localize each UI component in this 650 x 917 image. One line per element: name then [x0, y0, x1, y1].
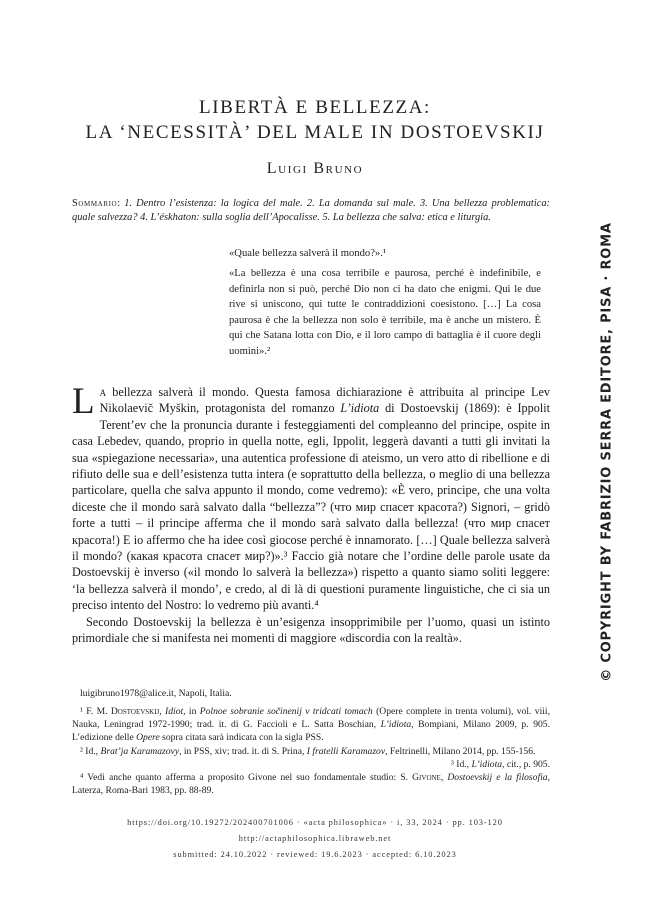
footnote-1-collection: Polnoe sobranie sočinenij v tridcati tomach	[199, 706, 373, 717]
summary-block: Sommario: 1. Dentro l’esistenza: la logica del male. 2. La domanda sul male. 3. Una bellezza problematica: quale salvezza? 4. L’éskhaton: sulla soglia dell’Apocalisse. 5. La bellezza che salva: etica e liturgia.	[72, 198, 550, 223]
footnote-3	[443, 758, 550, 771]
copyright-text: © COPYRIGHT BY FABRIZIO SERRA EDITORE, PISA · ROMA	[599, 222, 615, 682]
author-name: Luigi Bruno	[266, 160, 364, 177]
paragraph-1-smallcaps: a	[99, 385, 107, 399]
footnote-4-title: Dostoevskij e la filosofia	[447, 772, 548, 783]
footnote-3-num: ³ Id.,	[451, 759, 472, 770]
author-email-affiliation: luigibruno1978@alice.it, Napoli, Italia.	[80, 688, 232, 699]
article-title-line-1: LIBERTÀ E BELLEZZA:	[199, 97, 431, 118]
summary-item-2: 2. La domanda sul male.	[306, 198, 416, 209]
footnote-1-author: Dostoevskij	[110, 706, 160, 717]
summary-item-3: 3. Una bellezza problematica: quale salvezza?	[72, 198, 550, 223]
footnote-1-it-title: L’idiota	[380, 719, 412, 730]
footnote-1-opere: Opere	[136, 732, 160, 743]
paragraph-1	[72, 381, 550, 614]
epigraph-2: «La bellezza è una cosa terribile e paurosa, perché è indefinibile, e definirla non si può, perché Dio non ci ha dato che enigmi. Qui le due rive si uniscono, qui tutte le contraddizioni coesistono. […] La cosa paurosa è che la bellezza non solo è terribile, ma è anche un mistero. È qui che Satana lotta con Dio, e il loro campo di battaglia è il cuore degli uomini».²	[229, 268, 541, 357]
footnote-2-3	[72, 745, 550, 770]
footnote-2-title: Brat’ja Karamazovy	[100, 746, 180, 757]
submission-dates: submitted: 24.10.2022 · reviewed: 19.6.2023 · accepted: 6.10.2023	[173, 850, 457, 859]
article-title-line-2: LA ‘NECESSITÀ’ DEL MALE IN DOSTOEVSKIJ	[85, 122, 545, 143]
footnote-1-text-e: sopra citata sarà indicata con la sigla PSS.	[159, 732, 324, 743]
footnote-4-sep: ,	[440, 772, 448, 783]
footnote-1-sep: ,	[159, 706, 166, 717]
footnote-3-title: L’idiota	[471, 759, 503, 770]
footnote-2-text-b: , in PSS, xiv; trad. it. di S. Prina,	[179, 746, 307, 757]
paragraph-1-text-b: di Dostoevskij (1869): è Ippolit Terent’ev che la pronuncia durante i festeggiamenti del compleanno del principe, ospite in casa Lebedev, quando, proprio in quella notte, egli, Ippolit, leggerà davanti a tutti gli invitati la sua «spiegazione necessaria», una autentica professione di ateismo, un vero atto di ribellione e di rifiuto delle sua e dell’esistenza tutta intera (e soprattutto della bellezza, o meglio di una bellezza particolare, quella che salva appunto il mondo, come vedremo): «È vero, principe, che una volta diceste che il mondo sarà salvato dalla “bellezza”? (что мир спасет красота?) Signori, – gridò forte a tutti – il principe afferma che il mondo sarà salvato dalla bellezza! (что мир спасет красота!) E io affermo che ha idee così giocose perché è innamorato. […] Quale bellezza salverà il mondo? (какая красота спасет мир?)».³ Faccio già notare che l’ordine delle parole usate da Dostoevskij è inverso («il mondo lo salverà la bellezza») rispetto a quanto siamo soliti leggere: ‘la bellezza salverà il mondo’, e credo, al di là di questioni puramente linguistiche, che ci sia un preciso intento del Nostro: lo vedremo più avanti.⁴	[72, 401, 550, 613]
summary-item-5: 5. La bellezza che salva: etica e liturgia.	[322, 212, 491, 223]
footnote-2-it-title: I fratelli Karamazov	[306, 746, 386, 757]
footnote-3-text: , cit., p. 905.	[502, 759, 550, 770]
drop-cap: L	[72, 381, 95, 422]
footnote-4-author: Givone	[412, 772, 441, 783]
footnote-2-text-c: , Feltrinelli, Milano 2014, pp. 155-156.	[385, 746, 536, 757]
footnote-1-title: Idiot	[165, 706, 184, 717]
footnote-1-text-b: , in	[183, 706, 200, 717]
summary-label: Sommario	[72, 198, 118, 209]
paragraph-1-text-a: bellezza salverà il mondo. Questa famosa dichiarazione è attribuita al principe Lev Nikolaevič Myškin, protagonista del romanzo	[99, 385, 550, 416]
body-text	[72, 381, 550, 647]
footnote-1-num: ¹ F. M.	[80, 706, 111, 717]
summary-item-4-b: sulla soglia dell’Apocalisse.	[202, 212, 320, 223]
footnote-4	[72, 771, 550, 797]
doi-line: https://doi.org/10.19272/202400701006 · «acta philosophica» · i, 33, 2024 · pp. 103-120	[127, 818, 503, 827]
footnote-1	[72, 705, 550, 744]
summary-item-1: 1. Dentro l’esistenza: la logica del male.	[124, 198, 303, 209]
epigraph-1: «Quale bellezza salverà il mondo?».¹	[229, 248, 387, 259]
paragraph-2: Secondo Dostoevskij la bellezza è un’esigenza insopprimibile per l’uomo, quasi un istinto primordiale che si manifesta nei momenti di maggiore «discordia con la realtà».	[72, 614, 550, 646]
summary-item-4-a: 4. L’éskhaton:	[140, 212, 200, 223]
footnote-1-text-d: , Bompiani, Milano 2009, p. 905. L’edizione delle	[72, 719, 550, 743]
copyright-sidebar	[594, 213, 620, 691]
journal-url: http://actaphilosophica.libraweb.net	[238, 834, 392, 843]
footnote-1-text-c: (Opere complete in trenta volumi), vol. viii, Nauka, Leningrad 1972-1990; trad. it. di G. Faccioli e L. Satta Boschian,	[72, 706, 550, 730]
footnotes	[72, 705, 550, 798]
footnote-4-text-b: , Laterza, Roma-Bari 1983, pp. 88-89.	[72, 772, 551, 796]
paragraph-1-work-title: L’idiota	[340, 401, 380, 416]
footnote-4-text-a: ⁴ Vedi anche quanto afferma a proposito Givone nel suo fondamentale studio: S.	[80, 772, 413, 783]
footnote-2-num: ² Id.,	[80, 746, 101, 757]
